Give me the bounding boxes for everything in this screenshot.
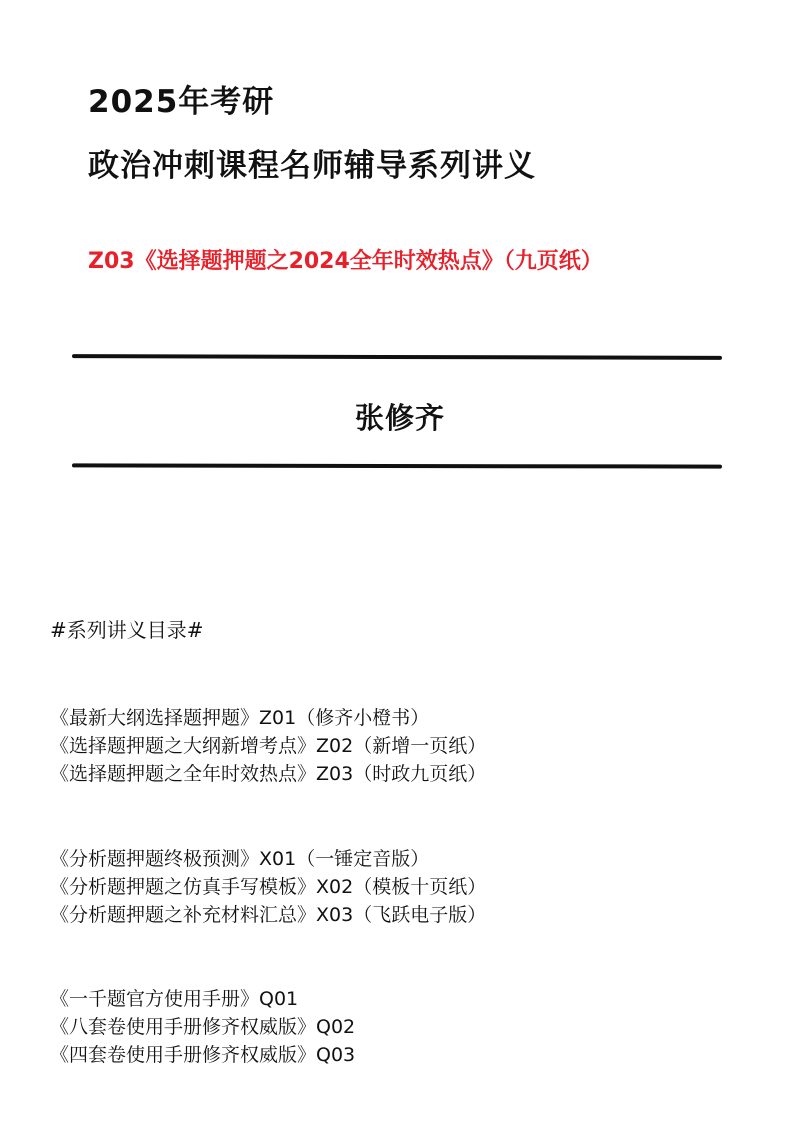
- toc-group-z: [50, 704, 486, 788]
- toc-item: 《最新大纲选择题押题》Z01（修齐小橙书）: [50, 707, 430, 729]
- toc-group-q: [50, 985, 355, 1069]
- toc-group-x: [50, 845, 486, 929]
- title-year: 2025年考研: [88, 84, 275, 120]
- toc-item: 《分析题押题之补充材料汇总》X03（飞跃电子版）: [50, 904, 487, 926]
- toc-item: 《分析题押题终极预测》X01（一锤定音版）: [50, 848, 430, 870]
- toc-item: 《选择题押题之全年时效热点》Z03（时政九页纸）: [50, 763, 487, 785]
- toc-item: 《四套卷使用手册修齐权威版》Q03: [50, 1044, 356, 1066]
- divider-top: [72, 354, 722, 360]
- divider-bottom: [72, 463, 722, 468]
- author-name: 张修齐: [354, 401, 445, 435]
- title-course: 政治冲刺课程名师辅导系列讲义: [88, 148, 536, 184]
- document-subtitle: Z03《选择题押题之2024全年时效热点》（九页纸）: [88, 249, 603, 274]
- toc-item: 《八套卷使用手册修齐权威版》Q02: [50, 1016, 356, 1038]
- toc-item: 《一千题官方使用手册》Q01: [50, 988, 299, 1010]
- toc-item: 《分析题押题之仿真手写模板》X02（模板十页纸）: [50, 876, 487, 898]
- toc-heading: #系列讲义目录#: [50, 618, 204, 642]
- toc-item: 《选择题押题之大纲新增考点》Z02（新增一页纸）: [50, 735, 487, 757]
